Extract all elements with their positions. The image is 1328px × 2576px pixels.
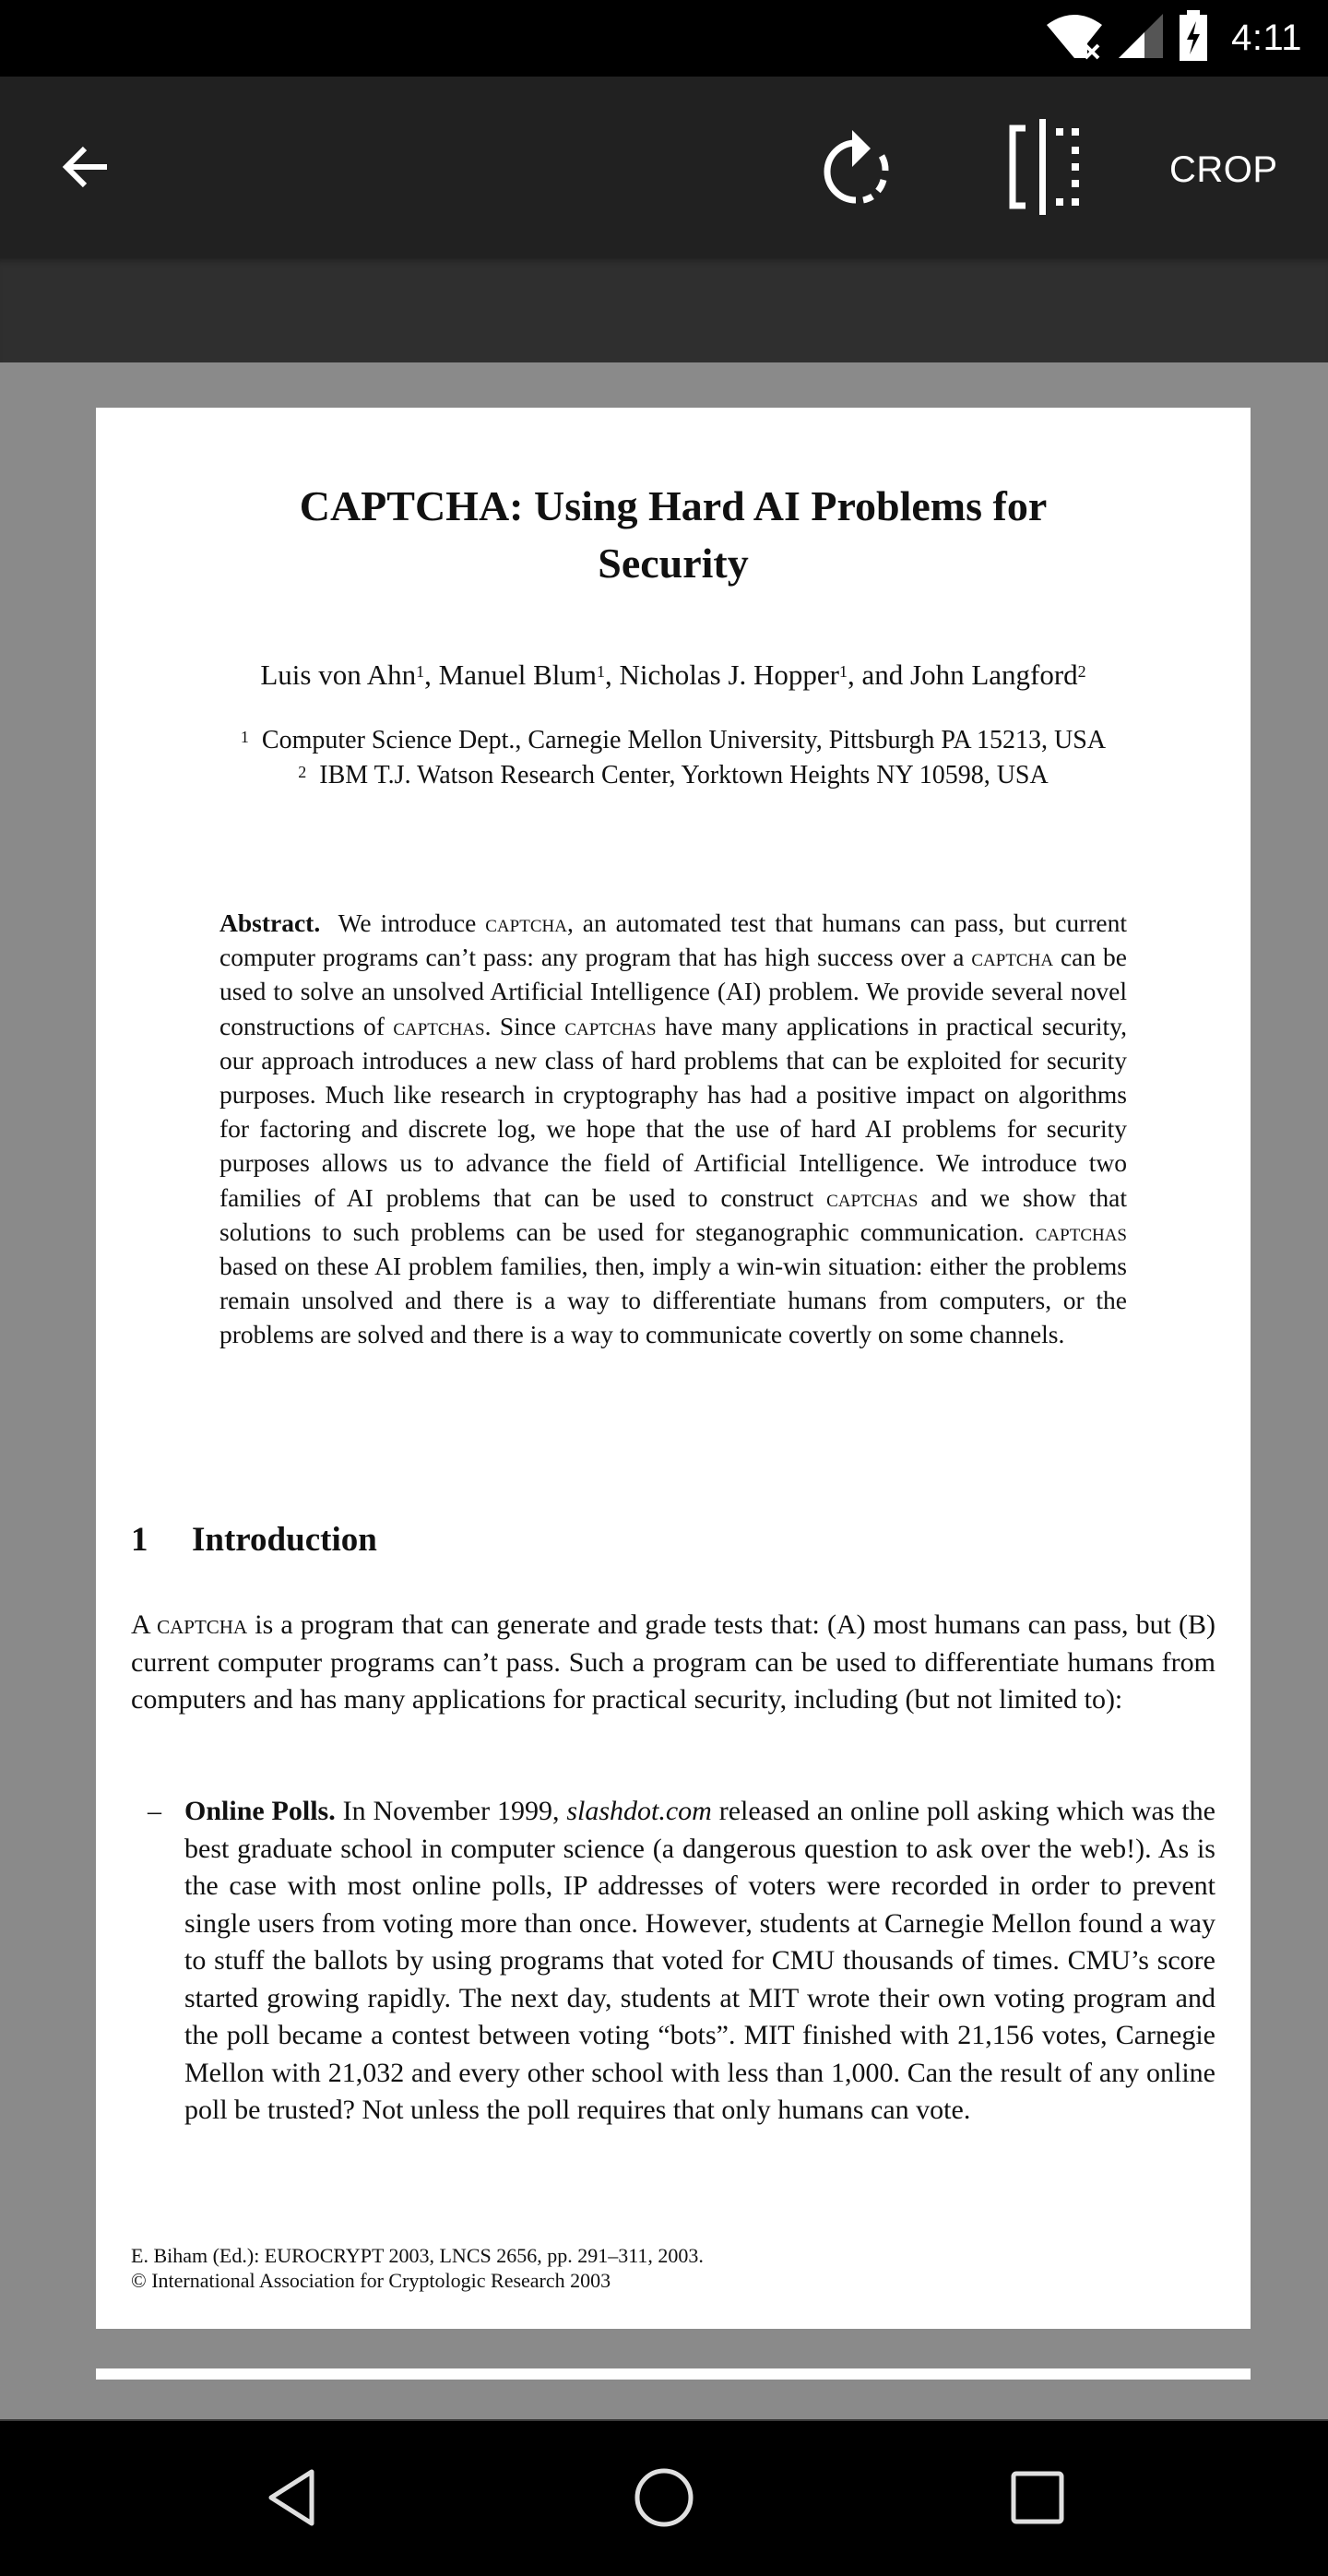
battery-charging-icon (1178, 10, 1209, 66)
split-compare-icon (1005, 119, 1083, 220)
status-bar (0, 0, 1328, 77)
affiliation: $^1$ Computer Science Dept., Carnegie Mellon University, Pittsburgh PA 15213, USA (240, 726, 1107, 754)
secondary-toolbar (0, 258, 1328, 362)
nav-recents-button[interactable] (987, 2449, 1088, 2550)
intro-paragraph: A captcha is a program that can generate and grade tests that: (A) most humans can pass, but (B) current computer programs can’t pass. Such a program can be used to differentiate humans from computers and has many applications for practical security, including (but not limited to): (131, 1609, 1215, 1715)
author: Manuel Blum$^1$, (438, 659, 620, 691)
rotate-right-icon (823, 128, 896, 210)
nav-back-button[interactable] (241, 2449, 342, 2550)
status-icons (1045, 0, 1302, 77)
page-footer (131, 2243, 704, 2293)
bullet-label: Online Polls. (184, 1796, 336, 1826)
paper-title (96, 478, 1251, 592)
affiliation: $^2$ IBM T.J. Watson Research Center, Yorktown Heights NY 10598, USA (298, 761, 1049, 789)
footer-citation: E. Biham (Ed.): EUROCRYPT 2003, LNCS 2656, pp. 291–311, 2003. (131, 2244, 704, 2267)
title-line-2: Security (598, 540, 749, 587)
back-button[interactable] (53, 136, 120, 202)
nav-home-icon (634, 2467, 694, 2533)
affiliations (96, 723, 1251, 793)
title-line-1: CAPTCHA: Using Hard AI Problems for (299, 482, 1048, 529)
split-compare-button[interactable] (1005, 130, 1083, 208)
status-time: 4:11 (1231, 18, 1302, 58)
bullet-text: Online Polls. In November 1999, slashdot.com released an online poll asking which was the best graduate school in computer science (a dangerous question to ask over the web!). As is the case with most online polls, IP addresses of voters were recorded in order to prevent single users from voting more than once. However, students at Carnegie Mellon found a way to stuff the ballots by using programs that voted for CMU thousands of times. CMU’s score started growing rapidly. The next day, students at MIT wrote their own voting program and the poll became a contest between voting “bots”. MIT finished with 21,156 votes, Carnegie Mellon with 21,032 and every other school with less than 1,000. Can the result of any online poll be trusted? Not unless the poll requires that only humans can vote. (184, 1796, 1215, 2125)
section-number: 1 (131, 1521, 148, 1559)
bullet-dash: – (148, 1796, 161, 1826)
app-toolbar (0, 77, 1328, 258)
section-title: Introduction (192, 1521, 377, 1559)
author: Nicholas J. Hopper$^1$, and (619, 659, 910, 691)
system-nav-bar (0, 2419, 1328, 2576)
rotate-button[interactable] (821, 130, 898, 208)
author: John Langford$^2$ (910, 659, 1086, 691)
next-page-edge (96, 2368, 1251, 2380)
cell-signal-icon (1117, 12, 1165, 65)
document-page (96, 408, 1251, 2329)
section-heading (131, 1520, 377, 1560)
document-viewer[interactable] (0, 362, 1328, 2419)
author: Luis von Ahn$^1$, (260, 659, 439, 691)
nav-back-icon (264, 2468, 319, 2532)
nav-recents-icon (1010, 2470, 1065, 2530)
slashdot-link-text: slashdot.com (566, 1796, 712, 1826)
nav-home-button[interactable] (613, 2449, 715, 2550)
bullet-item (131, 1793, 1215, 2130)
wifi-no-internet-icon (1045, 12, 1104, 65)
abstract-label: Abstract. (219, 908, 321, 937)
abstract: Abstract. We introduce captcha, an automated test that humans can pass, but current computer programs can’t pass: any program that has high success over a captcha can be used to solve an unsolved Artificial Intelligence (AI) problem. We provide several novel constructions of captchas. Since captchas have many applications in practical security, our approach introduces a new class of hard problems that can be exploited for security purposes. Much like research in cryptography has had a positive impact on algorithms for factoring and discrete log, we hope that the use of hard AI problems for security purposes allows us to advance the field of Artificial Intelligence. We introduce two families of AI problems that can be used to construct captchas and we show that solutions to such problems can be used for steganographic communication. captchas based on these AI problem families, then, imply a win-win situation: either the problems remain unsolved and there is a way to differentiate humans from computers, or the problems are solved and there is a way to communicate covertly on some channels. (219, 908, 1128, 1349)
footer-copyright: © International Association for Cryptologic Research 2003 (131, 2269, 611, 2292)
author-list (96, 657, 1251, 694)
crop-button[interactable]: CROP (1169, 149, 1278, 190)
arrow-left-icon (59, 139, 114, 199)
